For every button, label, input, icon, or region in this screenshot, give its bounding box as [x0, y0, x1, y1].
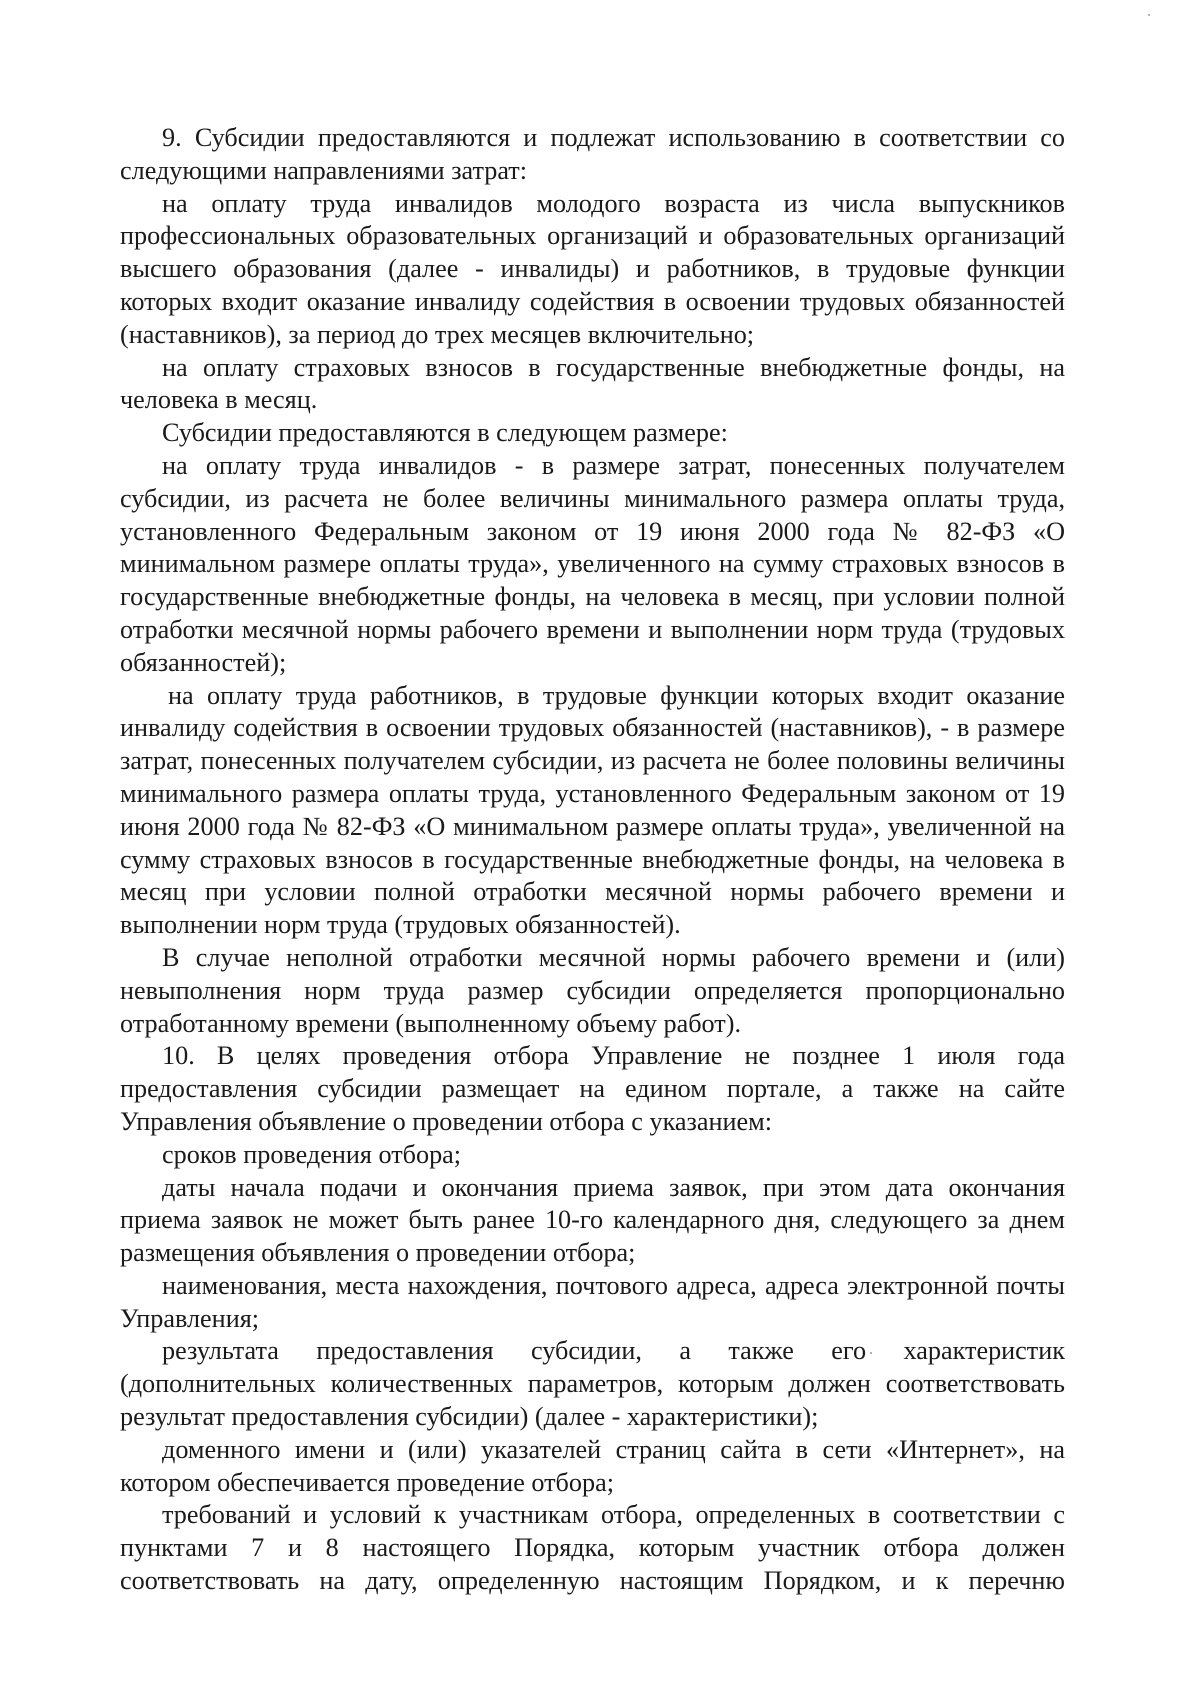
- paragraph-subsidy-result: результата предоставления субсидии, а также его характеристик (дополнительных количественных параметров, которым должен соответствовать результат предоставления субсидии) (далее - характеристики);: [120, 1336, 1065, 1432]
- paragraph-9-intro: 9. Субсидии предоставляются и подлежат использованию в соответствии со следующими направлениями затрат:: [120, 123, 1065, 185]
- scan-speck: [1148, 14, 1150, 16]
- paragraph-participant-requirements: требований и условий к участникам отбора, определенных в соответствии с пунктами 7 и 8 настоящего Порядка, которым участник отбора должен соответствовать на дату, определенную настоящим Порядком, и к перечню: [120, 1500, 1065, 1596]
- paragraph-insurance-costs: на оплату страховых взносов в государственные внебюджетные фонды, на человека в месяц.: [120, 352, 1065, 415]
- paragraph-selection-dates: сроков проведения отбора;: [162, 1139, 462, 1169]
- paragraph-partial-work: В случае неполной отработки месячной нормы рабочего времени и (или) невыполнения норм труда размер субсидии определяется пропорционально отработанному времени (выполненному объему работ).: [120, 942, 1065, 1038]
- paragraph-labor-costs: на оплату труда инвалидов молодого возраста из числа выпускников профессиональных образовательных организаций и образовательных организаций высшего образования (далее - инвалиды) и работников, в трудовые функции которых входит оказание инвалиду содействия в освоении трудовых обязанностей (наставников), за период до трех месяцев включительно;: [120, 188, 1065, 349]
- paragraph-domain-name: доменного имени и (или) указателей страниц сайта в сети «Интернет», на котором обеспечивается проведение отбора;: [120, 1434, 1065, 1497]
- paragraph-subsidy-size-intro: Субсидии предоставляются в следующем размере:: [162, 418, 728, 448]
- document-body: [120, 122, 1065, 1598]
- paragraph-disabled-labor: на оплату труда инвалидов - в размере затрат, понесенных получателем субсидии, из расчета не более величины минимального размера оплаты труда, установленного Федеральным законом от 19 июня 2000 года № 82-ФЗ «О минимальном размере оплаты труда», увеличенного на сумму страховых взносов в государственные внебюджетные фонды, на человека в месяц, при условии полной отработки месячной нормы рабочего времени и выполнении норм труда (трудовых обязанностей);: [120, 450, 1065, 677]
- paragraph-office-details: наименования, места нахождения, почтового адреса, адреса электронной почты Управления;: [120, 1270, 1065, 1333]
- paragraph-application-dates: даты начала подачи и окончания приема заявок, при этом дата окончания приема заявок не может быть ранее 10-го календарного дня, следующего за днем размещения объявления о проведении отбора;: [120, 1172, 1065, 1268]
- paragraph-mentor-labor: на оплату труда работников, в трудовые функции которых входит оказание инвалиду содействия в освоении трудовых обязанностей (наставников), - в размере затрат, понесенных получателем субсидии, из расчета не более половины величины минимального размера оплаты труда, установленного Федеральным законом от 19 июня 2000 года № 82-ФЗ «О минимальном размере оплаты труда», увеличенной на сумму страховых взносов в государственные внебюджетные фонды, на человека в месяц при условии полной отработки месячной нормы рабочего времени и выполнении норм труда (трудовых обязанностей).: [120, 680, 1065, 940]
- paragraph-10-selection: 10. В целях проведения отбора Управление не позднее 1 июля года предоставления субсидии размещает на едином портале, а также на сайте Управления объявление о проведении отбора с указанием:: [120, 1041, 1065, 1136]
